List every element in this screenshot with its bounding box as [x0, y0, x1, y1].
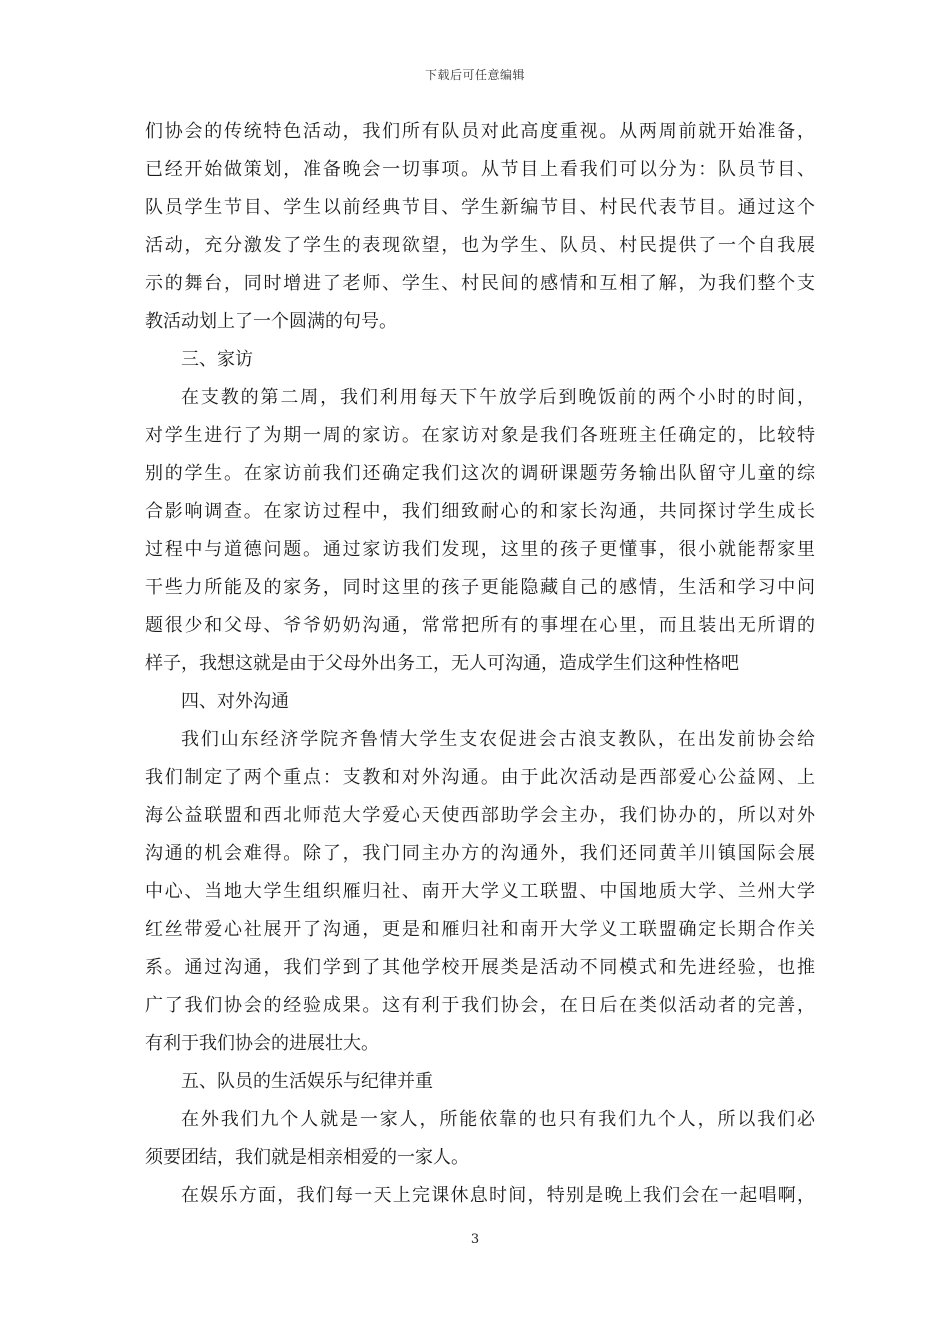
body-line: 过程中与道德问题。通过家访我们发现，这里的孩子更懂事，很小就能帮家里	[145, 539, 815, 560]
section-heading: 三、家访	[181, 349, 253, 370]
section-heading: 五、队员的生活娱乐与纪律并重	[181, 1071, 433, 1092]
body-line: 我们制定了两个重点：支教和对外沟通。由于此次活动是西部爱心公益网、上	[145, 767, 815, 788]
body-line: 广了我们协会的经验成果。这有利于我们协会，在日后在类似活动者的完善，	[145, 995, 815, 1016]
document-body	[145, 113, 815, 1215]
body-line: 须要团结，我们就是相亲相爱的一家人。	[145, 1147, 469, 1168]
body-line: 题很少和父母、爷爷奶奶沟通，常常把所有的事埋在心里，而且装出无所谓的	[145, 615, 815, 636]
body-line: 干些力所能及的家务，同时这里的孩子更能隐藏自己的感情，生活和学习中问	[145, 577, 815, 598]
page-number: 3	[470, 1232, 480, 1247]
section-heading: 四、对外沟通	[181, 691, 289, 712]
body-line: 别的学生。在家访前我们还确定我们这次的调研课题劳务输出队留守儿童的综	[145, 463, 815, 484]
body-line: 红丝带爱心社展开了沟通，更是和雁归社和南开大学义工联盟确定长期合作关	[145, 919, 815, 940]
body-line: 合影响调查。在家访过程中，我们细致耐心的和家长沟通，共同探讨学生成长	[145, 501, 815, 522]
body-line: 教活动划上了一个圆满的句号。	[145, 311, 397, 332]
body-line: 系。通过沟通，我们学到了其他学校开展类是活动不同模式和先进经验，也推	[145, 957, 815, 978]
body-line: 活动，充分激发了学生的表现欲望，也为学生、队员、村民提供了一个自我展	[145, 235, 815, 256]
body-line: 队员学生节目、学生以前经典节目、学生新编节目、村民代表节目。通过这个	[145, 197, 815, 218]
body-line: 样子，我想这就是由于父母外出务工，无人可沟通，造成学生们这种性格吧	[145, 653, 739, 674]
page-header: 下载后可任意编辑	[424, 68, 525, 82]
body-line: 中心、当地大学生组织雁归社、南开大学义工联盟、中国地质大学、兰州大学	[145, 881, 815, 902]
body-line: 有利于我们协会的进展壮大。	[145, 1033, 379, 1054]
body-line: 在娱乐方面，我们每一天上完课休息时间，特别是晚上我们会在一起唱啊，	[181, 1185, 815, 1206]
body-line: 沟通的机会难得。除了，我门同主办方的沟通外，我们还同黄羊川镇国际会展	[145, 843, 815, 864]
body-line: 在外我们九个人就是一家人，所能依靠的也只有我们九个人，所以我们必	[181, 1109, 815, 1130]
body-line: 示的舞台，同时增进了老师、学生、村民间的感情和互相了解，为我们整个支	[145, 273, 815, 294]
body-line: 们协会的传统特色活动，我们所有队员对此高度重视。从两周前就开始准备，	[145, 121, 815, 142]
body-line: 已经开始做策划，准备晚会一切事项。从节目上看我们可以分为：队员节目、	[145, 159, 815, 180]
body-line: 我们山东经济学院齐鲁情大学生支农促进会古浪支教队，在出发前协会给	[181, 729, 815, 750]
body-line: 对学生进行了为期一周的家访。在家访对象是我们各班班主任确定的，比较特	[145, 425, 815, 446]
body-line: 海公益联盟和西北师范大学爱心天使西部助学会主办，我们协办的，所以对外	[145, 805, 815, 826]
body-line: 在支教的第二周，我们利用每天下午放学后到晚饭前的两个小时的时间，	[181, 387, 815, 408]
